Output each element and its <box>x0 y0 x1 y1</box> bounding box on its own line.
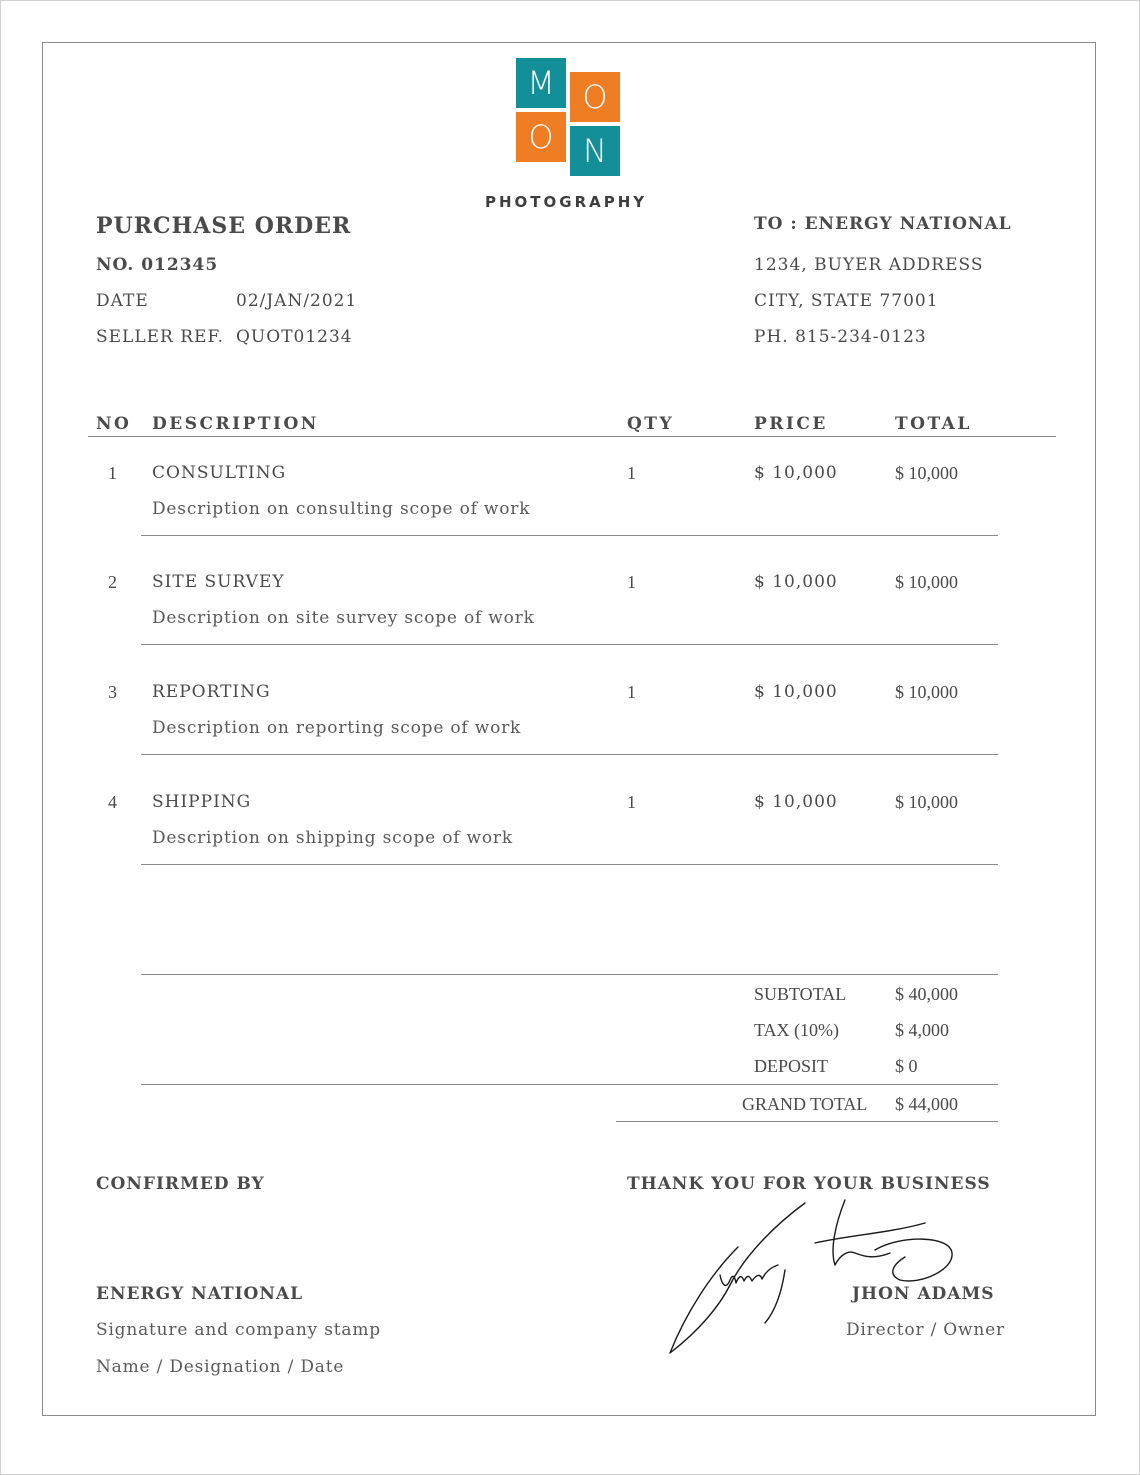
row-number: 2 <box>108 572 117 592</box>
item-total: $ 10,000 <box>895 682 958 702</box>
row-number: 1 <box>108 463 117 483</box>
subtotal-value: $ 40,000 <box>895 984 958 1004</box>
thank-you-message: THANK YOU FOR YOUR BUSINESS <box>627 1174 991 1194</box>
name-designation-line: Name / Designation / Date <box>96 1357 345 1377</box>
item-name: SITE SURVEY <box>152 572 285 592</box>
seller-ref-value: QUOT01234 <box>236 327 353 347</box>
item-total: $ 10,000 <box>895 463 958 483</box>
item-qty: 1 <box>627 572 636 592</box>
item-description: Description on site survey scope of work <box>152 608 535 628</box>
item-description: Description on reporting scope of work <box>152 718 522 738</box>
header-divider <box>88 436 1056 437</box>
row-number: 3 <box>108 682 117 702</box>
grand-total-divider <box>616 1121 998 1122</box>
item-price: $ 10,000 <box>754 463 838 483</box>
item-qty: 1 <box>627 682 636 702</box>
row-divider <box>141 754 998 755</box>
item-name: SHIPPING <box>152 792 252 812</box>
signer-title: Director / Owner <box>846 1320 1005 1340</box>
tax-value: $ 4,000 <box>895 1020 949 1040</box>
logo-letter-o1: O <box>570 72 620 122</box>
date-value: 02/JAN/2021 <box>236 291 358 311</box>
col-header-description: DESCRIPTION <box>152 414 319 434</box>
item-qty: 1 <box>627 463 636 483</box>
seller-ref-label: SELLER REF. <box>96 327 225 347</box>
signature-stamp-line: Signature and company stamp <box>96 1320 381 1340</box>
signer-name: JHON ADAMS <box>852 1284 995 1304</box>
item-total: $ 10,000 <box>895 792 958 812</box>
summary-bottom-divider <box>141 1084 998 1085</box>
deposit-label: DEPOSIT <box>754 1056 829 1076</box>
col-header-qty: QTY <box>627 414 675 434</box>
buyer-address: 1234, BUYER ADDRESS <box>754 255 984 275</box>
document-title: PURCHASE ORDER <box>96 213 352 239</box>
confirmed-by-heading: CONFIRMED BY <box>96 1174 265 1194</box>
logo-letter-m: M <box>516 58 566 108</box>
grand-total-label: GRAND TOTAL <box>742 1094 868 1114</box>
tax-label: TAX (10%) <box>754 1020 840 1040</box>
deposit-value: $ 0 <box>895 1056 918 1076</box>
item-description: Description on shipping scope of work <box>152 828 513 848</box>
grand-total-value: $ 44,000 <box>895 1094 958 1114</box>
order-number: NO. 012345 <box>96 255 219 275</box>
item-price: $ 10,000 <box>754 572 838 592</box>
row-divider <box>141 535 998 536</box>
col-header-no: NO <box>96 414 132 434</box>
logo-letter-o2: O <box>516 112 566 162</box>
item-name: REPORTING <box>152 682 271 702</box>
item-total: $ 10,000 <box>895 572 958 592</box>
subtotal-label: SUBTOTAL <box>754 984 847 1004</box>
row-number: 4 <box>108 792 117 812</box>
item-price: $ 10,000 <box>754 682 838 702</box>
buyer-phone: PH. 815-234-0123 <box>754 327 927 347</box>
item-name: CONSULTING <box>152 463 287 483</box>
logo-subtitle: PHOTOGRAPHY <box>485 193 648 211</box>
item-description: Description on consulting scope of work <box>152 499 531 519</box>
col-header-price: PRICE <box>754 414 828 434</box>
item-price: $ 10,000 <box>754 792 838 812</box>
buyer-to: TO : ENERGY NATIONAL <box>754 214 1012 234</box>
row-divider <box>141 644 998 645</box>
buyer-city: CITY, STATE 77001 <box>754 291 939 311</box>
confirming-company: ENERGY NATIONAL <box>96 1284 304 1304</box>
logo-letter-n: N <box>570 126 620 176</box>
summary-top-divider <box>141 974 998 975</box>
item-qty: 1 <box>627 792 636 812</box>
col-header-total: TOTAL <box>895 414 972 434</box>
row-divider <box>141 864 998 865</box>
date-label: DATE <box>96 291 149 311</box>
